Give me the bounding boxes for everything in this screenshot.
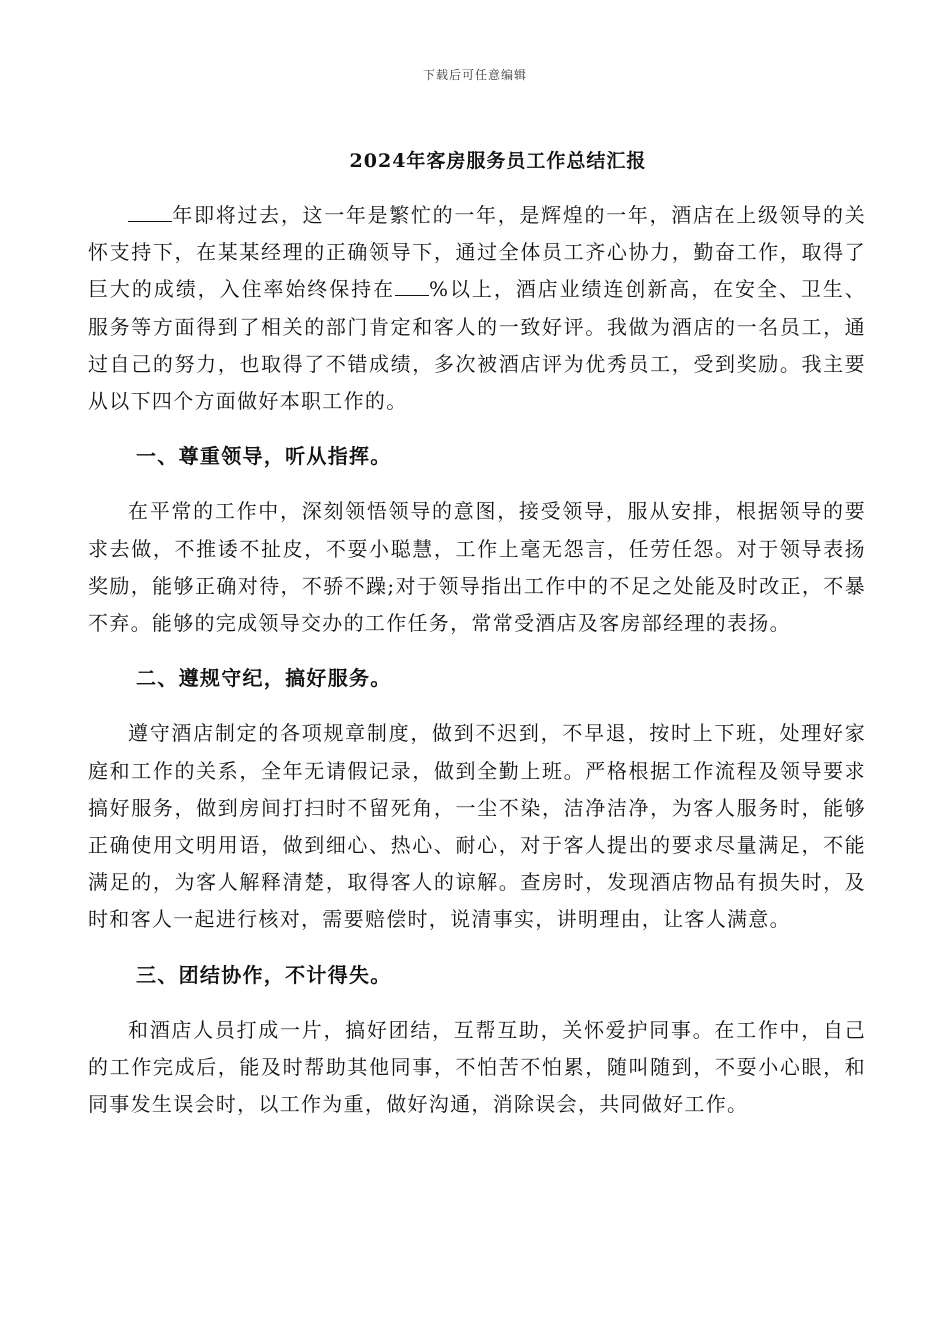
document-title: 2024年客房服务员工作总结汇报 (349, 150, 647, 172)
section-paragraph-2: 遵守酒店制定的各项规章制度，做到不迟到，不早退，按时上下班，处理好家庭和工作的关系，全年无请假记录，做到全勤上班。严格根据工作流程及领导要求搞好服务，做到房间打扫时不留死角，一尘不染，洁净洁净，为客人服务时，能够正确使用文明用语，做到细心、热心、耐心，对于客人提出的要求尽量满足，不能满足的，为客人解释清楚，取得客人的谅解。查房时，发现酒店物品有损失时，及时和客人一起进行核对，需要赔偿时，说清事实，讲明理由，让客人满意。 (88, 721, 866, 932)
document-body (88, 197, 866, 1123)
intro-text-part2: %以上，酒店业绩连创新高，在安全、卫生、服务等方面得到了相关的部门肯定和客人的一致好评。我做为酒店的一名员工，通过自己的努力，也取得了不错成绩，多次被酒店评为优秀员工，受到奖励。我主要从以下四个方面做好本职工作的。 (88, 277, 866, 414)
section-paragraph-1: 在平常的工作中，深刻领悟领导的意图，接受领导，服从安排，根据领导的要求去做，不推诿不扯皮，不耍小聪慧，工作上毫无怨言，任劳任怨。对于领导表扬奖励，能够正确对待，不骄不躁;对于领导指出工作中的不足之处能及时改正，不暴不弃。能够的完成领导交办的工作任务，常常受酒店及客房部经理的表扬。 (88, 499, 866, 636)
intro-text-part1: 年即将过去，这一年是繁忙的一年，是辉煌的一年，酒店在上级领导的关怀支持下，在某某经理的正确领导下，通过全体员工齐心协力，勤奋工作，取得了巨大的成绩，入住率始终保持在 (88, 203, 866, 302)
section-heading-2: 二、遵规守纪，搞好服务。 (136, 666, 392, 691)
intro-paragraph (88, 197, 866, 420)
header-note: 下载后可任意编辑 (422, 68, 527, 82)
percentage-blank (395, 277, 429, 296)
section-paragraph-3: 和酒店人员打成一片，搞好团结，互帮互助，关怀爱护同事。在工作中，自己的工作完成后，能及时帮助其他同事，不怕苦不怕累，随叫随到，不耍小心眼，和同事发生误会时，以工作为重，做好沟通，消除误会，共同做好工作。 (88, 1017, 866, 1117)
section-heading-1: 一、尊重领导，听从指挥。 (136, 444, 392, 469)
section-heading-3: 三、团结协作，不计得失。 (136, 962, 392, 987)
year-blank (128, 203, 172, 222)
